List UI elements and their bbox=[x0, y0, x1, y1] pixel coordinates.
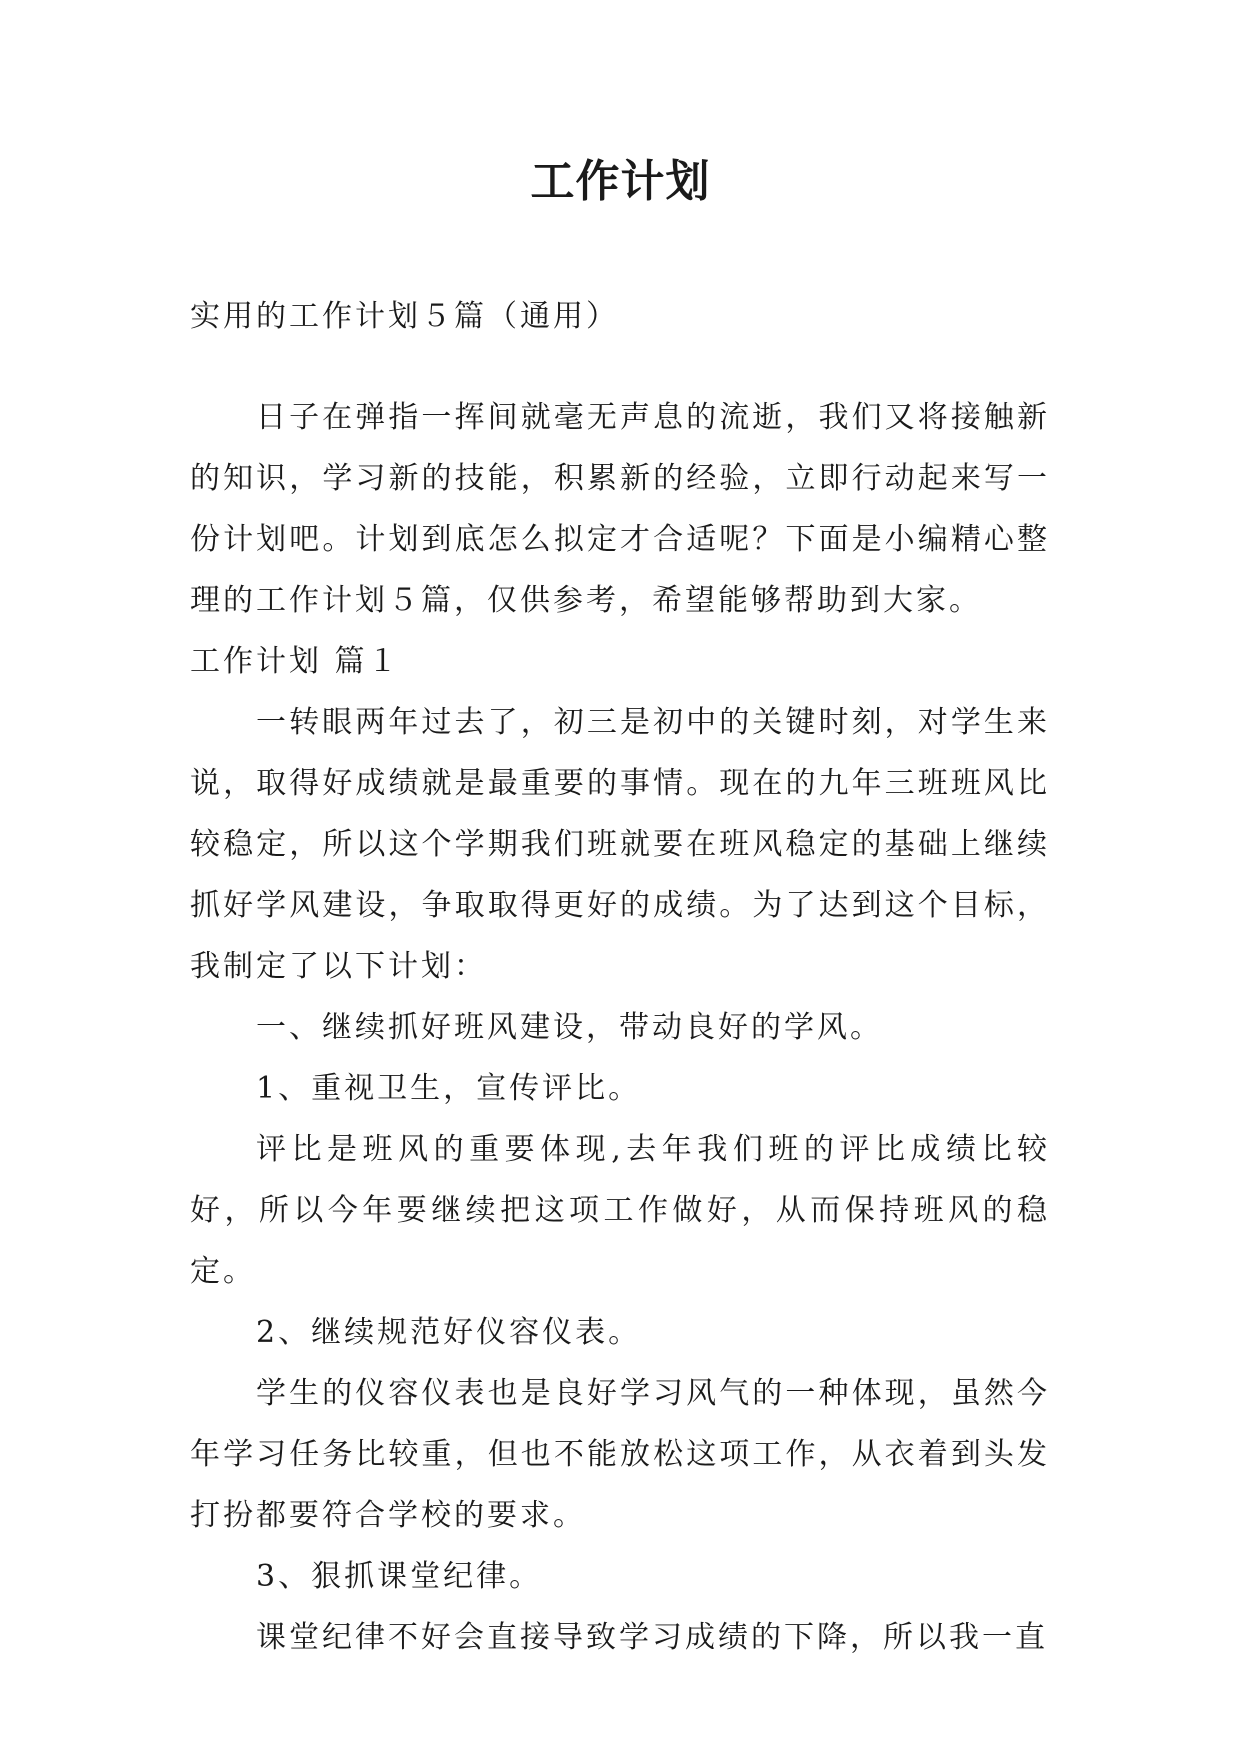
list-item-heading: 2、继续规范好仪容仪表。 bbox=[256, 1315, 642, 1350]
list-item-heading: 3、狠抓课堂纪律。 bbox=[256, 1559, 543, 1594]
body-paragraph: 学生的仪容仪表也是良好学习风气的一种体现，虽然今年学习任务比较重，但也不能放松这项工作，从衣着到头发打扮都要符合学校的要求。 bbox=[190, 1376, 1050, 1533]
document-subtitle: 实用的工作计划５篇（通用） bbox=[190, 299, 619, 334]
document-body bbox=[190, 286, 1050, 1668]
body-paragraph: 评比是班风的重要体现,去年我们班的评比成绩比较好，所以今年要继续把这项工作做好，从而保持班风的稳定。 bbox=[190, 1132, 1050, 1289]
body-paragraph: 一转眼两年过去了，初三是初中的关键时刻，对学生来说，取得好成绩就是最重要的事情。现在的九年三班班风比较稳定，所以这个学期我们班就要在班风稳定的基础上继续抓好学风建设，争取取得更好的成绩。为了达到这个目标，我制定了以下计划： bbox=[190, 705, 1050, 984]
section-heading: 工作计划 篇１ bbox=[190, 644, 401, 679]
list-item-heading: 1、重视卫生，宣传评比。 bbox=[256, 1071, 642, 1106]
body-paragraph: 课堂纪律不好会直接导致学习成绩的下降，所以我一直 bbox=[256, 1620, 1048, 1655]
document-title: 工作计划 bbox=[530, 156, 711, 207]
list-heading: 一、继续抓好班风建设，带动良好的学风。 bbox=[256, 1010, 883, 1045]
intro-paragraph: 日子在弹指一挥间就毫无声息的流逝，我们又将接触新的知识，学习新的技能，积累新的经验，立即行动起来写一份计划吧。计划到底怎么拟定才合适呢？下面是小编精心整理的工作计划５篇，仅供参考，希望能够帮助到大家。 bbox=[190, 400, 1050, 618]
